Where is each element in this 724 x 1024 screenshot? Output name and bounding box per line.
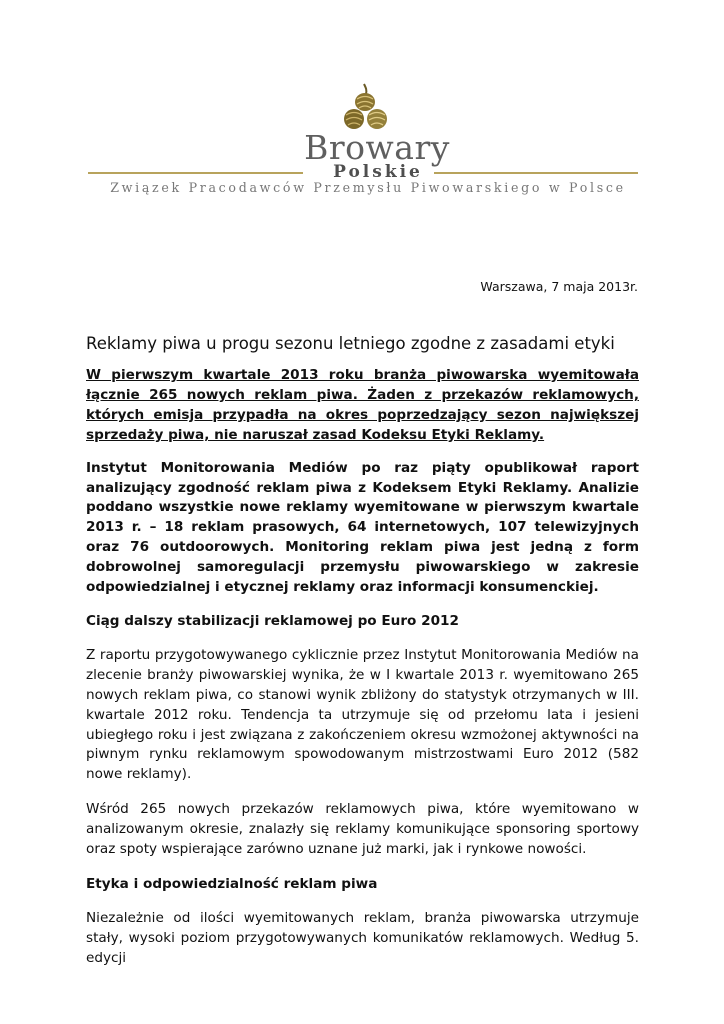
lead-paragraph: W pierwszym kwartale 2013 roku branża piwowarska wyemitowała łącznie 265 nowych reklam piwa. Żaden z przekazów reklamowych, których emisja przypadła na okres poprzedzający sezon największej sprzedaży piwa, nie naruszał zasad Kodeksu Etyki Reklamy.	[86, 367, 639, 443]
paragraph-1: Instytut Monitorowania Mediów po raz piąty opublikował raport analizujący zgodność reklam piwa z Kodeksem Etyki Reklamy. Analizie poddano wszystkie nowe reklamy wyemitowane w pierwszym kwartale 2013 r. – 18 reklam prasowych, 64 internetowych, 107 telewizyjnych oraz 76 outdoorowych. Monitoring reklam piwa jest jedną z form dobrowolnej samoregulacji przemysłu piwowarskiego w zakresie odpowiedzialnej i etycznej reklamy oraz informacji konsumenckiej.	[86, 459, 639, 596]
letterhead	[0, 0, 724, 205]
section-heading-1: Ciąg dalszy stabilizacji reklamowej po Euro 2012	[86, 612, 459, 629]
document-body	[86, 333, 639, 984]
paragraph-2: Z raportu przygotowywanego cyklicznie przez Instytut Monitorowania Mediów na zlecenie branży piwowarskiej wynika, że w I kwartale 2013 r. wyemitowano 265 nowych reklam piwa, co stanowi wynik zbliżony do statystyk otrzymanych w III. kwartale 2012 roku. Tendencja ta utrzymuje się od przełomu lata i jesieni ubiegłego roku i jest związana z zakończeniem okresu wzmożonej aktywności na piwnym rynku reklamowym spowodowanym mistrzostwami Euro 2012 (582 nowe reklamy).	[86, 646, 639, 783]
page-title: Reklamy piwa u progu sezonu letniego zgodne z zasadami etyki	[86, 334, 615, 353]
hop-cones-icon	[342, 82, 390, 134]
brand-subtitle: Polskie	[333, 162, 423, 182]
organization-name: Związek Pracodawców Przemysłu Piwowarskiego w Polsce	[110, 180, 626, 195]
section-heading-2: Etyka i odpowiedzialność reklam piwa	[86, 875, 378, 892]
paragraph-4: Niezależnie od ilości wyemitowanych reklam, branża piwowarska utrzymuje stały, wysoki poziom przygotowywanych komunikatów reklamowych. Według 5. edycji	[86, 909, 639, 966]
brand-name: Browary	[304, 128, 450, 167]
document-date: Warszawa, 7 maja 2013r.	[480, 279, 638, 294]
paragraph-3: Wśród 265 nowych przekazów reklamowych piwa, które wyemitowano w analizowanym okresie, znalazły się reklamy komunikujące sponsoring sportowy oraz spoty wspierające zarówno uznane już marki, jak i rynkowe nowości.	[86, 801, 639, 858]
